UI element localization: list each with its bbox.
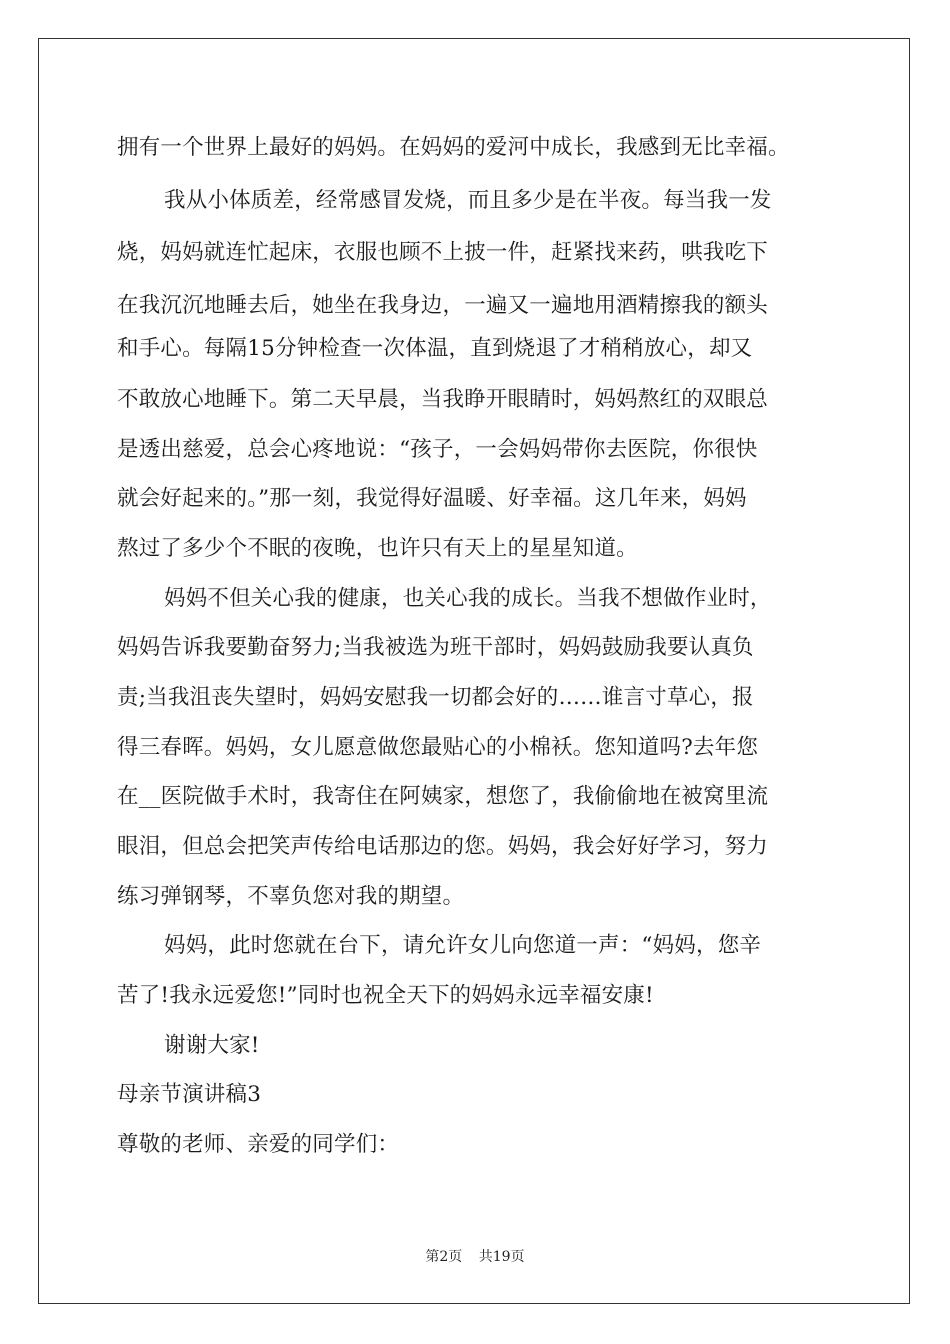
paragraph-line: 妈妈，此时您就在台下，请允许女儿向您道一声：“妈妈，您辛: [164, 933, 762, 958]
salutation-line: 尊敬的老师、亲爱的同学们：: [117, 1132, 400, 1157]
paragraph-line: 烧，妈妈就连忙起床，衣服也顾不上披一件，赶紧找来药，哄我吃下: [117, 240, 769, 265]
paragraph-line: 和手心。每隔15分钟检查一次体温，直到烧退了才稍稍放心，却又: [117, 336, 753, 361]
page-frame: [38, 38, 910, 1304]
paragraph-line: 妈妈告诉我要勤奋努力;当我被选为班干部时，妈妈鼓励我要认真负: [117, 635, 754, 660]
paragraph-line: 眼泪，但总会把笑声传给电话那边的您。妈妈，我会好好学习，努力: [117, 834, 769, 859]
paragraph-line: 苦了!我永远爱您!”同时也祝全天下的妈妈永远幸福安康!: [117, 983, 654, 1008]
paragraph-line: 就会好起来的。”那一刻，我觉得好温暖、好幸福。这几年来，妈妈: [117, 486, 747, 511]
paragraph-line: 熬过了多少个不眠的夜晚，也许只有天上的星星知道。: [117, 536, 638, 561]
paragraph-line: 得三春晖。妈妈，女儿愿意做您最贴心的小棉袄。您知道吗?去年您: [117, 735, 759, 760]
paragraph-line: 练习弹钢琴，不辜负您对我的期望。: [117, 884, 465, 909]
page-number: 第2页: [425, 1249, 463, 1265]
paragraph-line: 谢谢大家!: [164, 1033, 260, 1058]
paragraph-line: 是透出慈爱，总会心疼地说：“孩子，一会妈妈带你去医院，你很快: [117, 437, 758, 462]
paragraph-line: 我从小体质差，经常感冒发烧，而且多少是在半夜。每当我一发: [164, 188, 772, 213]
paragraph-line: 在我沉沉地睡去后，她坐在我身边，一遍又一遍地用酒精擦我的额头: [117, 293, 769, 318]
paragraph-line: 妈妈不但关心我的健康，也关心我的成长。当我不想做作业时，: [164, 586, 772, 611]
page-footer: [0, 1248, 950, 1266]
paragraph-line: 责;当我沮丧失望时，妈妈安慰我一切都会好的……谁言寸草心，报: [117, 685, 754, 710]
paragraph-line: 拥有一个世界上最好的妈妈。在妈妈的爱河中成长，我感到无比幸福。: [117, 135, 790, 160]
section-heading: 母亲节演讲稿3: [117, 1082, 262, 1107]
page-total: 共19页: [478, 1249, 525, 1265]
paragraph-line: 在__医院做手术时，我寄住在阿姨家，想您了，我偷偷地在被窝里流: [117, 784, 769, 809]
paragraph-line: 不敢放心地睡下。第二天早晨，当我睁开眼睛时，妈妈熬红的双眼总: [117, 387, 769, 412]
